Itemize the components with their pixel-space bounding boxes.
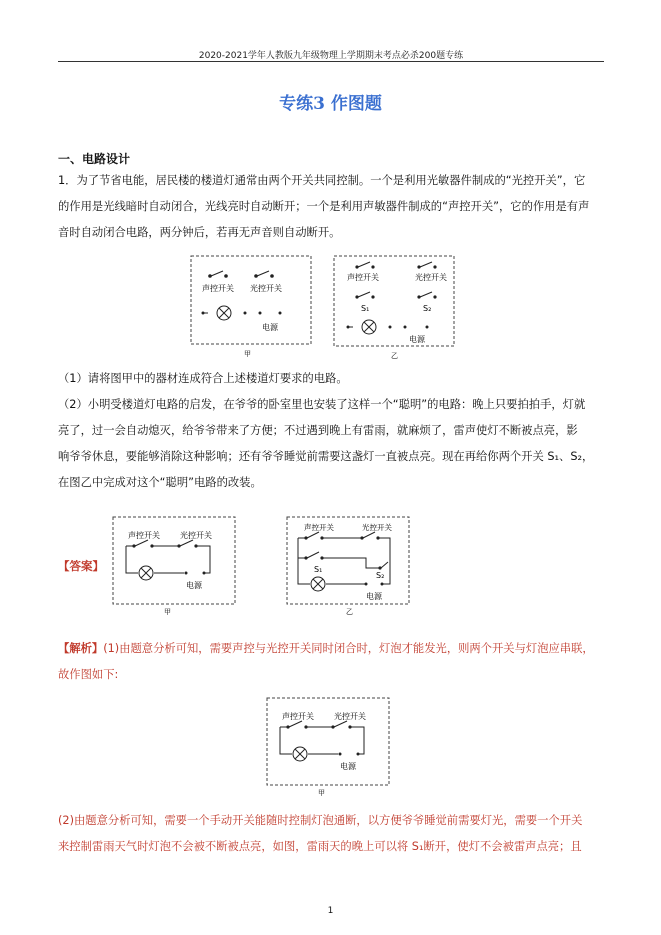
light-switch-label: 光控开关 — [250, 284, 282, 293]
figure-a-caption: 甲 — [244, 350, 251, 358]
page-header: 2020-2021学年人教版九年级物理上学期期末考点必杀200题专练 — [198, 51, 464, 61]
figure-a-answer-caption: 甲 — [164, 608, 171, 616]
question-stem: 1．为了节省电能，居民楼的楼道灯通常由两个开关共同控制。一个是利用光敏器件制成的“光控开关”，它 的作用是光线暗时自动闭合，光线亮时自动断开；一个是利用声敏器件制成的“声控开关”，它的作用是有声 音时自动闭合电路，两分钟后，若再无声音则自动断开。 — [58, 174, 590, 239]
light-switch-label-ans-b: 光控开关 — [362, 523, 392, 532]
figure-a-question — [190, 255, 312, 360]
page-title: 专练3 作图题 — [279, 94, 382, 114]
figure-b-answer-caption: 乙 — [346, 608, 353, 616]
light-switch-label-b: 光控开关 — [415, 273, 447, 282]
figure-b-question — [333, 255, 455, 363]
s1-label: S₁ — [361, 304, 370, 313]
voice-switch-label: 声控开关 — [202, 284, 234, 293]
figure-a-answer — [112, 516, 236, 616]
answer-label: 【答案】 — [58, 559, 104, 573]
figure-a-analysis-caption: 甲 — [318, 789, 325, 797]
power-label-b: 电源 — [409, 335, 425, 344]
light-switch-label-ans: 光控开关 — [180, 531, 212, 540]
power-label: 电源 — [262, 323, 278, 332]
analysis-label: 【解析】 — [58, 642, 104, 655]
power-label-analysis: 电源 — [340, 762, 356, 771]
power-label-ans: 电源 — [186, 581, 202, 590]
figure-a-analysis — [266, 697, 390, 797]
light-switch-label-analysis: 光控开关 — [334, 712, 366, 721]
voice-switch-label-ans-b: 声控开关 — [304, 523, 334, 532]
section-heading: 一、电路设计 — [58, 152, 131, 166]
header-divider — [58, 61, 604, 62]
analysis-part1: 【解析】(1)由题意分析可知，需要声控与光控开关同时闭合时，灯泡才能发光，则两个开关与灯泡应串联， 故作图如下: — [58, 642, 594, 681]
analysis-part2: (2)由题意分析可知，需要一个手动开关能随时控制灯泡通断，以方便爷爷睡觉前需要灯光，需要一个开关 来控制雷雨天气时灯泡不会被不断被点亮，如图，雷雨天的晚上可以将 S₁断开，使灯不会被雷声点亮；且 — [58, 814, 583, 853]
figure-b-answer — [286, 516, 410, 616]
figure-b-caption: 乙 — [391, 352, 398, 360]
question-parts: （1）请将图甲中的器材连成符合上述楼道灯要求的电路。 （2）小明受楼道灯电路的启发，在爷爷的卧室里也安装了这样一个“聪明”的电路：晚上只要拍拍手，灯就 亮了，过一会自动熄灭，给爷爷带来了方便；不过遇到晚上有雷雨，就麻烦了，雷声使灯不断被点亮，影 响爷爷休息，要能够消除这种影响；还有爷爷睡觉前需要这盏灯一直被点亮。现在再给你两个开关 S₁、S₂， 在图乙中完成对这个“聪明”电路的改装。 — [58, 372, 594, 489]
voice-switch-label-ans: 声控开关 — [128, 531, 160, 540]
voice-switch-label-analysis: 声控开关 — [282, 712, 314, 721]
voice-switch-label-b: 声控开关 — [347, 273, 379, 282]
s2-label: S₂ — [423, 304, 432, 313]
page-number: 1 — [327, 906, 334, 916]
s2-label-ans: S₂ — [376, 571, 385, 580]
s1-label-ans: S₁ — [314, 565, 323, 574]
power-label-ans-b: 电源 — [366, 592, 382, 601]
